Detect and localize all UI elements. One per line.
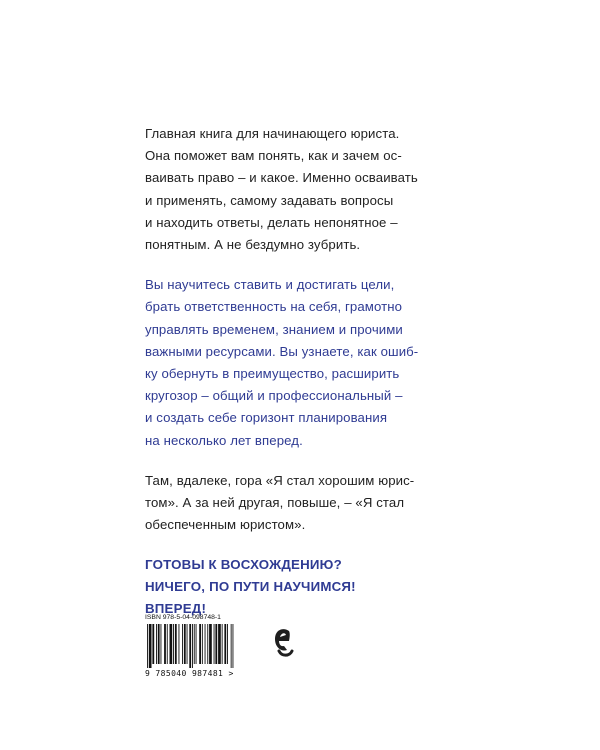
barcode-bar bbox=[189, 624, 191, 668]
barcode-digits: 9 785040 987481 > bbox=[145, 669, 234, 678]
barcode-bar bbox=[149, 624, 152, 668]
barcode-bar bbox=[167, 624, 168, 664]
barcode-bar bbox=[147, 624, 148, 668]
barcode-bar bbox=[196, 624, 197, 664]
barcode-bar bbox=[187, 624, 188, 664]
barcode-bar bbox=[199, 624, 201, 664]
barcode-bar bbox=[158, 624, 160, 664]
barcode-bar bbox=[215, 624, 217, 664]
isbn-label: ISBN 978-5-04-098748-1 bbox=[145, 614, 221, 621]
publisher-logo-icon bbox=[272, 626, 294, 658]
barcode-bar bbox=[179, 624, 180, 664]
barcode-bar bbox=[175, 624, 177, 664]
barcode-bar bbox=[152, 624, 154, 664]
barcode-bar bbox=[231, 624, 232, 668]
barcode-bar bbox=[218, 624, 221, 664]
barcode-bar bbox=[224, 624, 226, 664]
barcode-bar bbox=[222, 624, 223, 664]
barcode-bar bbox=[170, 624, 173, 664]
barcode-bar bbox=[202, 624, 203, 664]
skills-paragraph: Вы научитесь ставить и достигать цели, брать ответственность на себя, грамотно управлять временем, знанием и прочими важными ресурсами. Вы узнаете, как ошиб- ку обернуть в преимущество, расширить кругозор – общий и профессиональный – и создать себе горизонт планирования на несколько лет вперед. bbox=[145, 277, 419, 448]
barcode-bar bbox=[182, 624, 183, 664]
call-to-action: ГОТОВЫ К ВОСХОЖДЕНИЮ? НИЧЕГО, ПО ПУТИ НАУЧИМСЯ! ВПЕРЕД! bbox=[145, 557, 356, 617]
barcode-bar bbox=[207, 624, 208, 664]
barcode-bar bbox=[184, 624, 186, 664]
barcode-bar bbox=[214, 624, 215, 664]
barcode-bar bbox=[227, 624, 228, 664]
barcode-bar bbox=[161, 624, 162, 664]
barcode-bar bbox=[164, 624, 166, 664]
barcode-bar bbox=[192, 624, 193, 668]
barcode-bar bbox=[194, 624, 195, 664]
barcode-bar bbox=[205, 624, 206, 664]
barcode-bar bbox=[233, 624, 234, 668]
barcode-bar bbox=[209, 624, 212, 664]
barcode-block bbox=[145, 613, 273, 678]
barcode-icon bbox=[145, 624, 265, 668]
description-column bbox=[145, 123, 445, 620]
intro-paragraph: Главная книга для начинающего юриста. Она поможет вам понять, как и зачем ос- ваивать право – и какое. Именно осваивать и применять, самому задавать вопросы и находить ответы, делать непонятное – понятным. А не бездумно зубрить. bbox=[145, 126, 418, 253]
mountain-paragraph: Там, вдалеке, гора «Я стал хорошим юрис- том». А за ней другая, повыше, – «Я стал обеспеченным юристом». bbox=[145, 472, 415, 533]
barcode-bar bbox=[173, 624, 174, 664]
barcode-bar bbox=[156, 624, 157, 664]
